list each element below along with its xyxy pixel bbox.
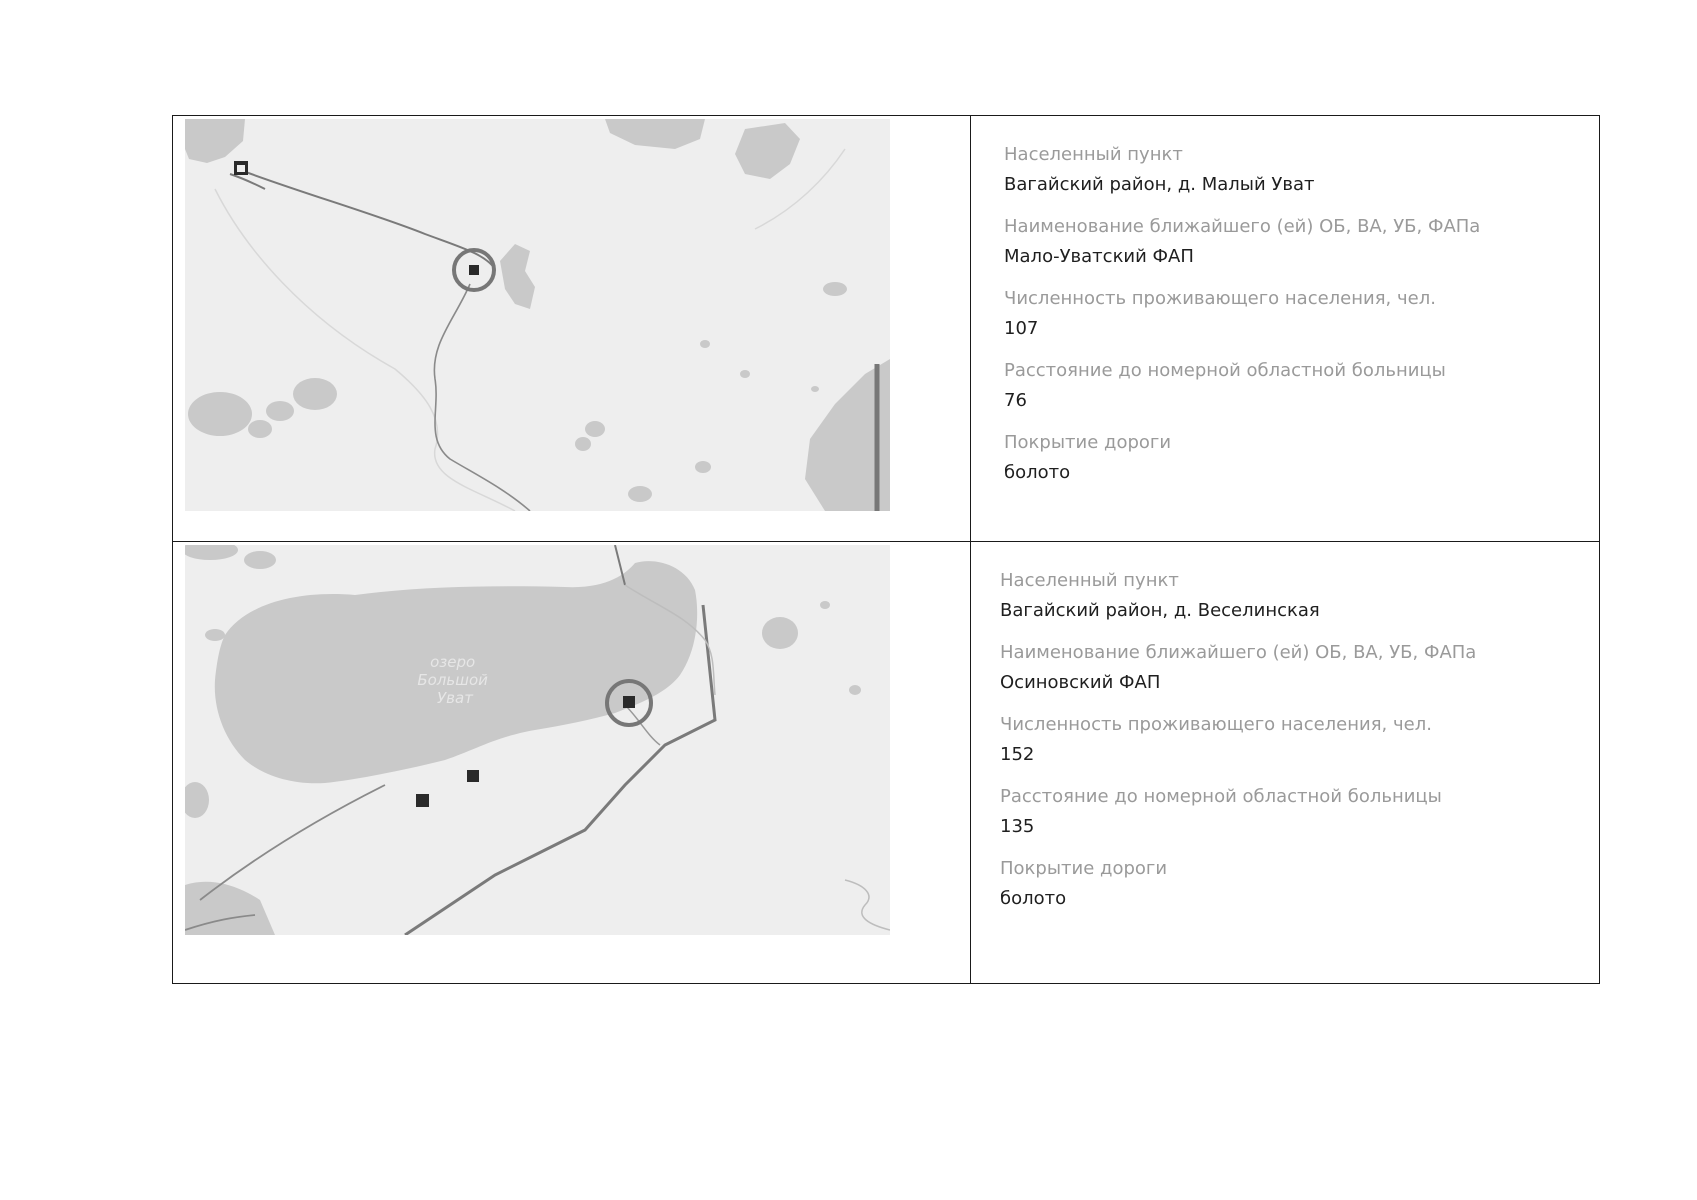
settlement-marker-inner	[237, 165, 245, 172]
field-facility	[1000, 638, 1589, 698]
lake-label-line: озеро	[430, 653, 476, 671]
lake	[700, 340, 710, 348]
record-table	[172, 115, 1600, 984]
field-label: Населенный пункт	[1000, 570, 1179, 591]
lake	[248, 420, 272, 438]
field-road-surface	[1000, 854, 1589, 914]
field-settlement	[1004, 140, 1589, 200]
field-value: Осиновский ФАП	[1000, 672, 1161, 693]
lake	[823, 282, 847, 296]
field-value: 76	[1004, 390, 1027, 411]
lake	[205, 629, 225, 641]
lake	[585, 421, 605, 437]
field-label: Наименование ближайшего (ей) ОБ, ВА, УБ, ФАПа	[1004, 216, 1481, 237]
lake	[293, 378, 337, 410]
field-label: Населенный пункт	[1004, 144, 1183, 165]
field-value: 135	[1000, 816, 1035, 837]
field-value: болото	[1004, 462, 1071, 483]
lake	[266, 401, 294, 421]
map-land	[185, 119, 890, 511]
info-list-1	[1004, 140, 1589, 500]
record-row-1	[173, 116, 1599, 542]
map-cell-1	[173, 116, 971, 541]
target-marker	[623, 696, 635, 708]
field-label: Наименование ближайшего (ей) ОБ, ВА, УБ, ФАПа	[1000, 642, 1477, 663]
lake-label-line: Большой	[417, 671, 488, 689]
field-distance	[1000, 782, 1589, 842]
info-cell-1	[971, 116, 1599, 541]
field-value: 152	[1000, 744, 1035, 765]
lake	[811, 386, 819, 392]
field-value: болото	[1000, 888, 1067, 909]
settlement-marker	[416, 794, 429, 807]
field-distance	[1004, 356, 1589, 416]
field-label: Расстояние до номерной областной больницы	[1000, 786, 1442, 807]
lake-label-line: Уват	[437, 689, 473, 707]
field-road-surface	[1004, 428, 1589, 488]
lake	[575, 437, 591, 451]
field-population	[1004, 284, 1589, 344]
field-value: 107	[1004, 318, 1039, 339]
lake	[740, 370, 750, 378]
field-population	[1000, 710, 1589, 770]
record-row-2	[173, 542, 1599, 983]
target-marker	[469, 265, 479, 275]
settlement-marker	[467, 770, 479, 782]
info-list-2	[1000, 566, 1589, 926]
lake	[762, 617, 798, 649]
info-cell-2	[971, 542, 1599, 983]
field-value: Вагайский район, д. Малый Уват	[1004, 174, 1315, 195]
field-facility	[1004, 212, 1589, 272]
lake	[820, 601, 830, 609]
lake	[849, 685, 861, 695]
field-value: Мало-Уватский ФАП	[1004, 246, 1194, 267]
field-label: Покрытие дороги	[1004, 432, 1172, 453]
field-settlement	[1000, 566, 1589, 626]
lake	[188, 392, 252, 436]
map-cell-2	[173, 542, 971, 983]
field-label: Численность проживающего населения, чел.	[1004, 288, 1436, 309]
map-veselinskaya	[185, 545, 890, 935]
map-malyi-uvat	[185, 119, 890, 511]
field-label: Численность проживающего населения, чел.	[1000, 714, 1432, 735]
field-label: Покрытие дороги	[1000, 858, 1168, 879]
field-value: Вагайский район, д. Веселинская	[1000, 600, 1320, 621]
field-label: Расстояние до номерной областной больницы	[1004, 360, 1446, 381]
lake	[695, 461, 711, 473]
lake	[244, 551, 276, 569]
lake	[628, 486, 652, 502]
